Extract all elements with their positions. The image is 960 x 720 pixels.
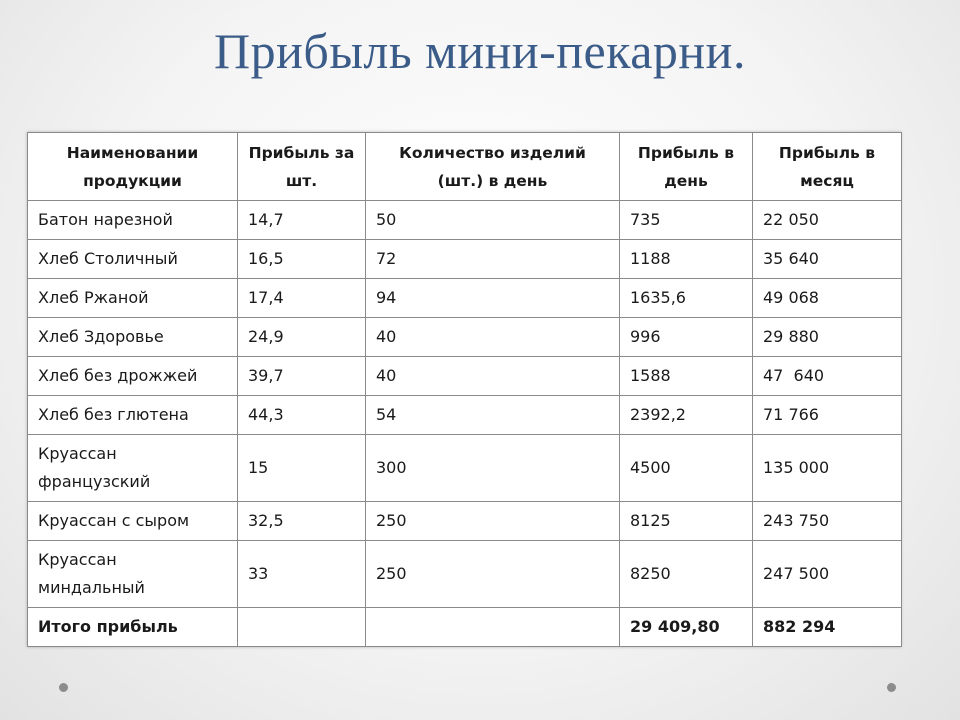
cell-items-per-day: 50 (366, 201, 620, 240)
table-header-row (28, 133, 902, 201)
cell-profit-per-month: 71 766 (753, 396, 902, 435)
table-row (28, 240, 902, 279)
cell-items-per-day: 54 (366, 396, 620, 435)
cell-profit-per-unit: 24,9 (238, 318, 366, 357)
cell-profit-per-unit: 44,3 (238, 396, 366, 435)
header-profit-per-month: Прибыль в месяц (753, 133, 902, 201)
table-row (28, 279, 902, 318)
cell-items-per-day: 94 (366, 279, 620, 318)
table-row (28, 396, 902, 435)
cell-profit-per-month: 135 000 (753, 435, 902, 502)
cell-product: Круассан французский (28, 435, 238, 502)
profit-table-frame (27, 132, 901, 647)
table-total-row (28, 608, 902, 647)
slide-title: Прибыль мини-пекарни. (214, 23, 746, 79)
cell-product: Хлеб Столичный (28, 240, 238, 279)
header-profit-per-unit: Прибыль за шт. (238, 133, 366, 201)
cell-product: Хлеб без глютена (28, 396, 238, 435)
cell-profit-per-unit: 33 (238, 541, 366, 608)
cell-profit-per-day: 2392,2 (620, 396, 753, 435)
cell-items-per-day: 40 (366, 357, 620, 396)
cell-profit-per-day: 8250 (620, 541, 753, 608)
cell-items-per-day: 300 (366, 435, 620, 502)
slide-decoration-dot-left (59, 683, 68, 692)
cell-profit-per-day: 8125 (620, 502, 753, 541)
total-empty-cell (238, 608, 366, 647)
cell-profit-per-day: 1635,6 (620, 279, 753, 318)
cell-profit-per-unit: 14,7 (238, 201, 366, 240)
total-profit-per-month: 882 294 (753, 608, 902, 647)
cell-profit-per-day: 1588 (620, 357, 753, 396)
table-row (28, 435, 902, 502)
cell-profit-per-month: 47 640 (753, 357, 902, 396)
cell-profit-per-unit: 39,7 (238, 357, 366, 396)
total-empty-cell (366, 608, 620, 647)
header-profit-per-day: Прибыль в день (620, 133, 753, 201)
cell-product: Хлеб без дрожжей (28, 357, 238, 396)
cell-items-per-day: 72 (366, 240, 620, 279)
cell-profit-per-unit: 32,5 (238, 502, 366, 541)
cell-profit-per-month: 243 750 (753, 502, 902, 541)
header-product-name: Наименовании продукции (28, 133, 238, 201)
table-row (28, 201, 902, 240)
table-row (28, 541, 902, 608)
cell-items-per-day: 250 (366, 502, 620, 541)
total-profit-per-day: 29 409,80 (620, 608, 753, 647)
cell-product: Хлеб Здоровье (28, 318, 238, 357)
cell-product: Хлеб Ржаной (28, 279, 238, 318)
cell-profit-per-day: 1188 (620, 240, 753, 279)
cell-profit-per-month: 22 050 (753, 201, 902, 240)
cell-profit-per-day: 4500 (620, 435, 753, 502)
cell-profit-per-day: 996 (620, 318, 753, 357)
cell-product: Круассан миндальный (28, 541, 238, 608)
cell-profit-per-month: 247 500 (753, 541, 902, 608)
cell-items-per-day: 40 (366, 318, 620, 357)
cell-profit-per-unit: 17,4 (238, 279, 366, 318)
cell-profit-per-month: 35 640 (753, 240, 902, 279)
cell-product: Круассан с сыром (28, 502, 238, 541)
profit-table (27, 132, 902, 647)
cell-product: Батон нарезной (28, 201, 238, 240)
table-row (28, 357, 902, 396)
cell-profit-per-unit: 16,5 (238, 240, 366, 279)
slide-decoration-dot-right (887, 683, 896, 692)
table-row (28, 318, 902, 357)
header-items-per-day: Количество изделий (шт.) в день (366, 133, 620, 201)
cell-items-per-day: 250 (366, 541, 620, 608)
cell-profit-per-unit: 15 (238, 435, 366, 502)
total-label: Итого прибыль (28, 608, 238, 647)
cell-profit-per-month: 49 068 (753, 279, 902, 318)
cell-profit-per-month: 29 880 (753, 318, 902, 357)
table-row (28, 502, 902, 541)
cell-profit-per-day: 735 (620, 201, 753, 240)
